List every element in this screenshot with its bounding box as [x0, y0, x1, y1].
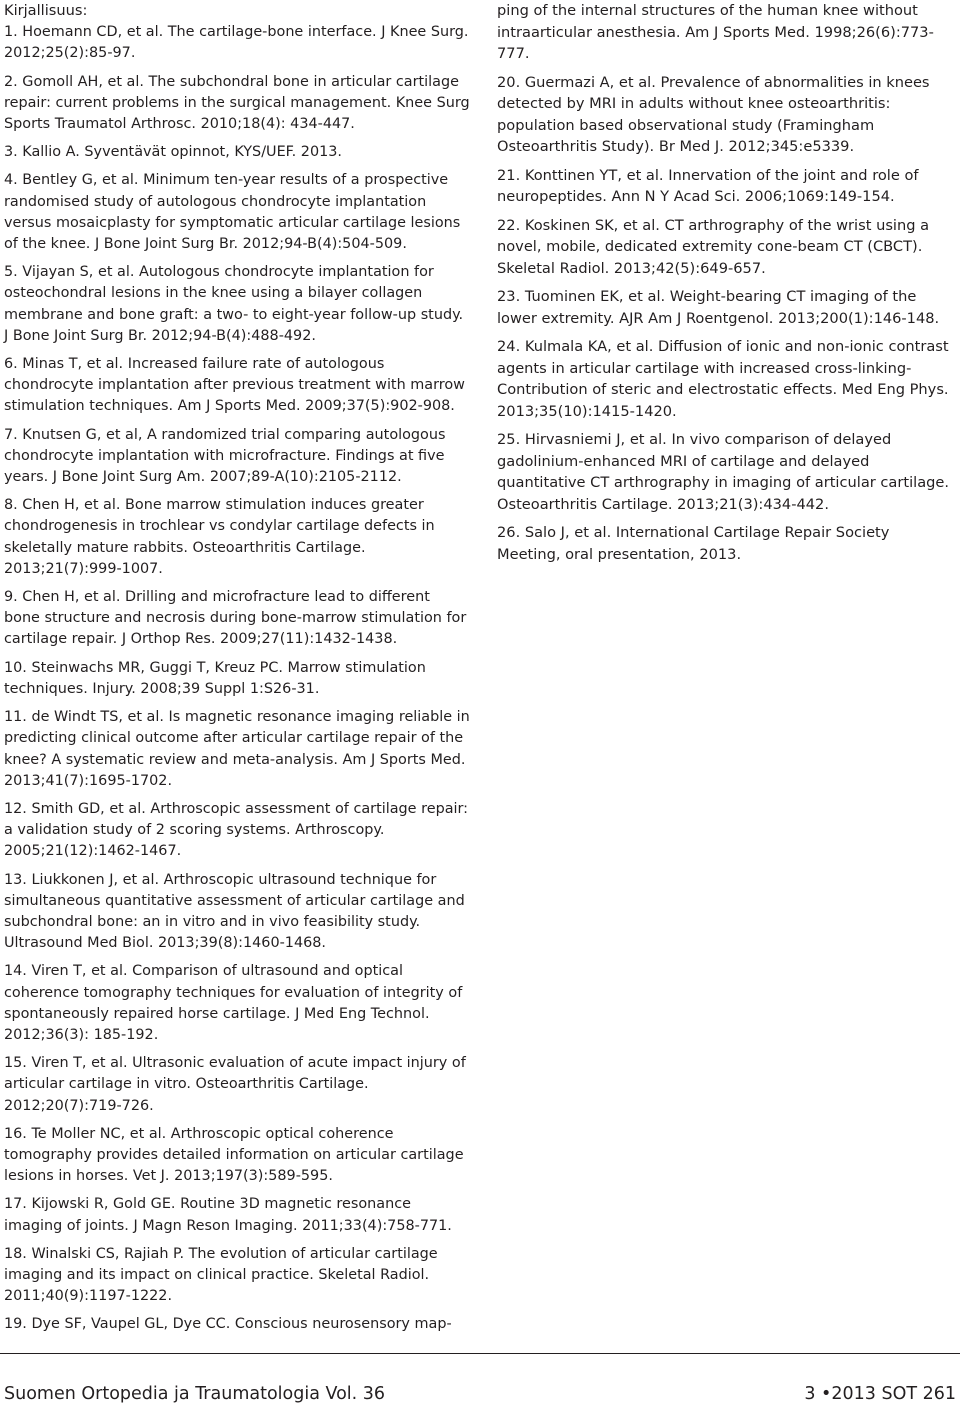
left-column	[4, 0, 470, 1343]
reference-19-continuation: ping of the internal structures of the human knee without intraarticular anesthesia. Am J Sports Med. 1998;26(6):773-777.	[497, 2, 934, 62]
right-column	[497, 0, 957, 572]
reference-18: 18. Winalski CS, Rajiah P. The evolution of articular cartilage imaging and its impact on clinical practice. Skeletal Radiol. 2011;40(9):1197-1222.	[4, 1245, 438, 1305]
page-footer	[0, 1383, 960, 1407]
reference-14: 14. Viren T, et al. Comparison of ultrasound and optical coherence tomography techniques for evaluation of integrity of spontaneously repaired horse cartilage. J Med Eng Technol. 2012;36(3): 185-192.	[4, 963, 463, 1043]
reference-12: 12. Smith GD, et al. Arthroscopic assessment of cartilage repair: a validation study of 2 scoring systems. Arthroscopy. 2005;21(12):1462-1467.	[4, 800, 469, 860]
reference-8: 8. Chen H, et al. Bone marrow stimulation induces greater chondrogenesis in trochlear vs condylar cartilage defects in skeletally mature rabbits. Osteoarthritis Cartilage. 2013;21(7):999-1007.	[4, 497, 435, 577]
reference-10: 10. Steinwachs MR, Guggi T, Kreuz PC. Marrow stimulation techniques. Injury. 2008;39 Suppl 1:S26-31.	[4, 659, 426, 697]
reference-20: 20. Guermazi A, et al. Prevalence of abnormalities in knees detected by MRI in adults without knee osteoarthritis: population based observational study (Framingham Osteoarthritis Study). Br Med J. 2012;345:e5339.	[497, 73, 930, 155]
reference-15: 15. Viren T, et al. Ultrasonic evaluation of acute impact injury of articular cartilage in vitro. Osteoarthritis Cartilage. 2012;20(7):719-726.	[4, 1055, 466, 1114]
reference-22: 22. Koskinen SK, et al. CT arthrography of the wrist using a novel, mobile, dedicated extremity cone-beam CT (CBCT). Skeletal Radiol. 2013;42(5):649-657.	[497, 216, 930, 277]
reference-19: 19. Dye SF, Vaupel GL, Dye CC. Conscious neurosensory map-	[4, 1316, 452, 1333]
references-heading: Kirjallisuus:	[4, 2, 88, 19]
reference-21: 21. Konttinen YT, et al. Innervation of the joint and role of neuropeptides. Ann N Y Acad Sci. 2006;1069:149-154.	[497, 166, 919, 205]
reference-23: 23. Tuominen EK, et al. Weight-bearing CT imaging of the lower extremity. AJR Am J Roentgenol. 2013;200(1):146-148.	[497, 288, 940, 327]
reference-9: 9. Chen H, et al. Drilling and microfracture lead to different bone structure and necrosis during bone-marrow stimulation for cartilage repair. J Orthop Res. 2009;27(11):1432-1438.	[4, 589, 467, 648]
reference-26: 26. Salo J, et al. International Cartilage Repair Society Meeting, oral presentation, 2013.	[497, 524, 890, 563]
reference-2: 2. Gomoll AH, et al. The subchondral bone in articular cartilage repair: current problems in the surgical management. Knee Surg Sports Traumatol Arthrosc. 2010;18(4): 434-447.	[4, 73, 470, 133]
reference-25: 25. Hirvasniemi J, et al. In vivo comparison of delayed gadolinium-enhanced MRI of cartilage and delayed quantitative CT arthrography in imaging of articular cartilage. Osteoarthritis Cartilage. 2013;21(3):434-442.	[497, 431, 950, 513]
reference-17: 17. Kijowski R, Gold GE. Routine 3D magnetic resonance imaging of joints. J Magn Reson Imaging. 2011;33(4):758-771.	[4, 1196, 452, 1234]
footer-divider	[0, 1353, 960, 1354]
reference-13: 13. Liukkonen J, et al. Arthroscopic ultrasound technique for simultaneous quantitative assessment of articular cartilage and subchondral bone: an in vitro and in vivo feasibility study. Ultrasound Med Biol. 2013;39(8):1460-1468.	[4, 871, 465, 952]
reference-7: 7. Knutsen G, et al, A randomized trial comparing autologous chondrocyte implantation with microfracture. Findings at five years. J Bone Joint Surg Am. 2007;89-A(10):2105-2112.	[4, 426, 446, 486]
journal-name: Suomen Ortopedia ja Traumatologia Vol. 36	[4, 1384, 386, 1404]
reference-24: 24. Kulmala KA, et al. Diffusion of ionic and non-ionic contrast agents in articular cartilage with increased cross-linking-Contribution of steric and electrostatic effects. Med Eng Phys. 2013;35(10):1415-1420.	[497, 338, 949, 420]
reference-5: 5. Vijayan S, et al. Autologous chondrocyte implantation for osteochondral lesions in the knee using a bilayer collagen membrane and bone graft: a two- to eight-year follow-up study. J Bone Joint Surg Br. 2012;94-B(4):488-492.	[4, 264, 464, 344]
reference-16: 16. Te Moller NC, et al. Arthroscopic optical coherence tomography provides detailed information on articular cartilage lesions in horses. Vet J. 2013;197(3):589-595.	[4, 1125, 464, 1185]
reference-4: 4. Bentley G, et al. Minimum ten-year results of a prospective randomised study of autologous chondrocyte implantation versus mosaicplasty for symptomatic articular cartilage lesions of the knee. J Bone Joint Surg Br. 2012;94-B(4):504-509.	[4, 172, 461, 253]
reference-11: 11. de Windt TS, et al. Is magnetic resonance imaging reliable in predicting clinical outcome after articular cartilage repair of the knee? A systematic review and meta-analysis. Am J Sports Med. 2013;41(7):1695-1702.	[4, 709, 470, 789]
issue-page-number: 3 •2013 SOT 261	[804, 1384, 956, 1404]
reference-3: 3. Kallio A. Syventävät opinnot, KYS/UEF. 2013.	[4, 144, 342, 161]
reference-1: 1. Hoemann CD, et al. The cartilage-bone interface. J Knee Surg. 2012;25(2):85-97.	[4, 24, 469, 62]
reference-6: 6. Minas T, et al. Increased failure rate of autologous chondrocyte implantation after previous treatment with marrow stimulation techniques. Am J Sports Med. 2009;37(5):902-908.	[4, 356, 465, 415]
